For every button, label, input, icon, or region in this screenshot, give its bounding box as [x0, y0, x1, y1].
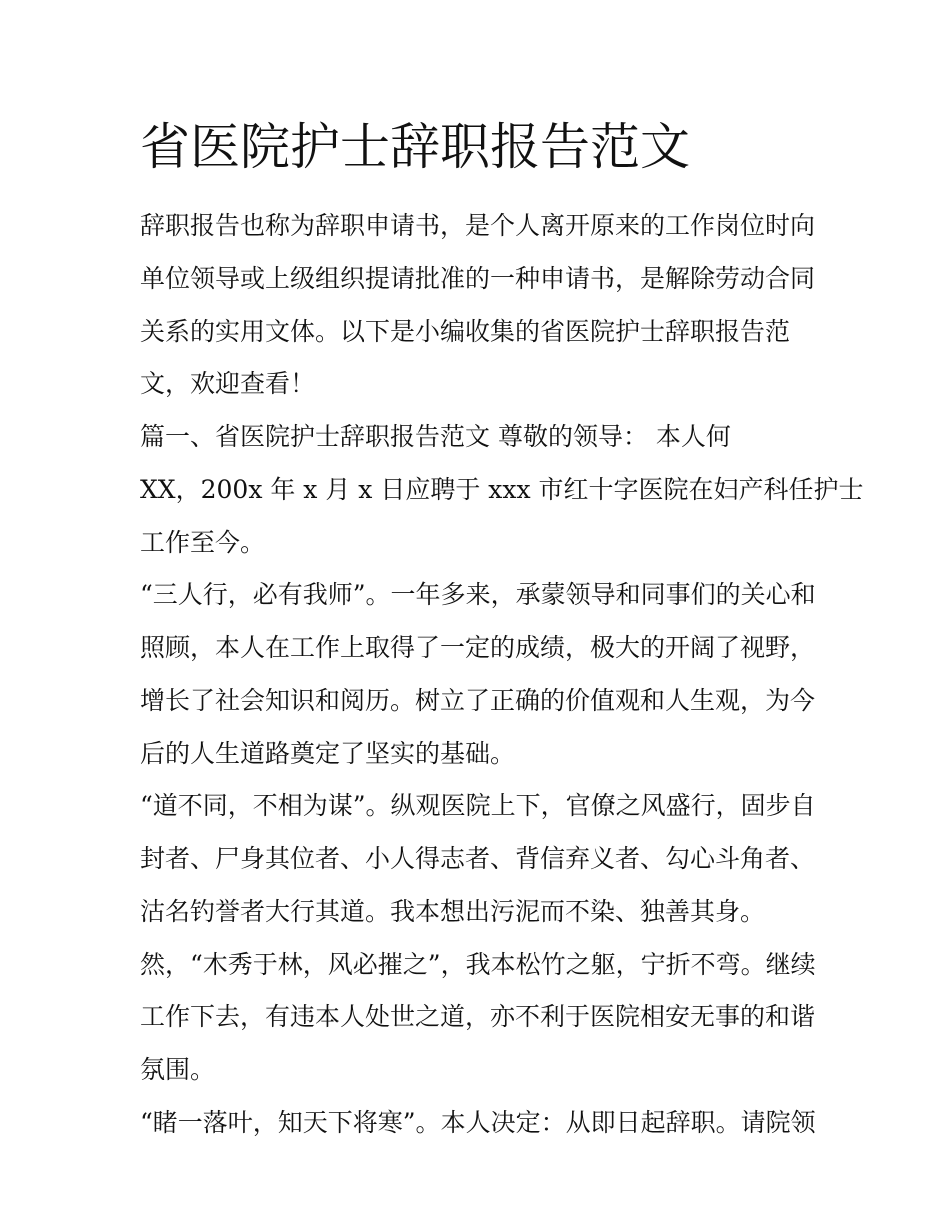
body-line: 沽名钓誉者大行其道。我本想出污泥而不染、独善其身。	[140, 896, 766, 926]
body-line: 后的人生道路奠定了坚实的基础。	[140, 738, 516, 768]
body-line: 关系的实用文体。以下是小编收集的省医院护士辞职报告范	[140, 316, 791, 346]
body-line: 辞职报告也称为辞职申请书，是个人离开原来的工作岗位时向	[140, 211, 816, 240]
body-line: 文，欢迎查看！	[140, 369, 316, 399]
body-line: 工作下去，有违本人处世之道，亦不利于医院相安无事的和谐	[140, 1002, 816, 1032]
body-line: 篇一、省医院护士辞职报告范文 尊敬的领导： 本人何	[140, 422, 731, 451]
body-line: 照顾，本人在工作上取得了一定的成绩，极大的开阔了视野，	[140, 633, 816, 662]
document-title: 省医院护士辞职报告范文	[140, 118, 690, 176]
body-line: 增长了社会知识和阅历。树立了正确的价值观和人生观，为今	[140, 685, 816, 715]
body-line: 然，“木秀于林，风必摧之”，我本松竹之躯，宁折不弯。继续	[140, 949, 816, 979]
body-line: 单位领导或上级组织提请批准的一种申请书，是解除劳动合同	[140, 263, 816, 293]
body-line: “三人行，必有我师”。一年多来，承蒙领导和同事们的关心和	[140, 580, 816, 610]
body-line: “道不同，不相为谋”。纵观医院上下，官僚之风盛行，固步自	[140, 791, 816, 821]
body-line: 氛围。	[140, 1055, 216, 1084]
document-body	[140, 200, 864, 1150]
body-line: “睹一落叶，知天下将寒”。本人决定：从即日起辞职。请院领	[140, 1107, 816, 1137]
body-line: 工作至今。	[140, 527, 266, 557]
body-line: 封者、尸身其位者、小人得志者、背信弃义者、勾心斗角者、	[140, 844, 816, 873]
body-line: XX，200x 年 x 月 x 日应聘于 xxx 市红十字医院在妇产科任护士	[140, 474, 864, 504]
